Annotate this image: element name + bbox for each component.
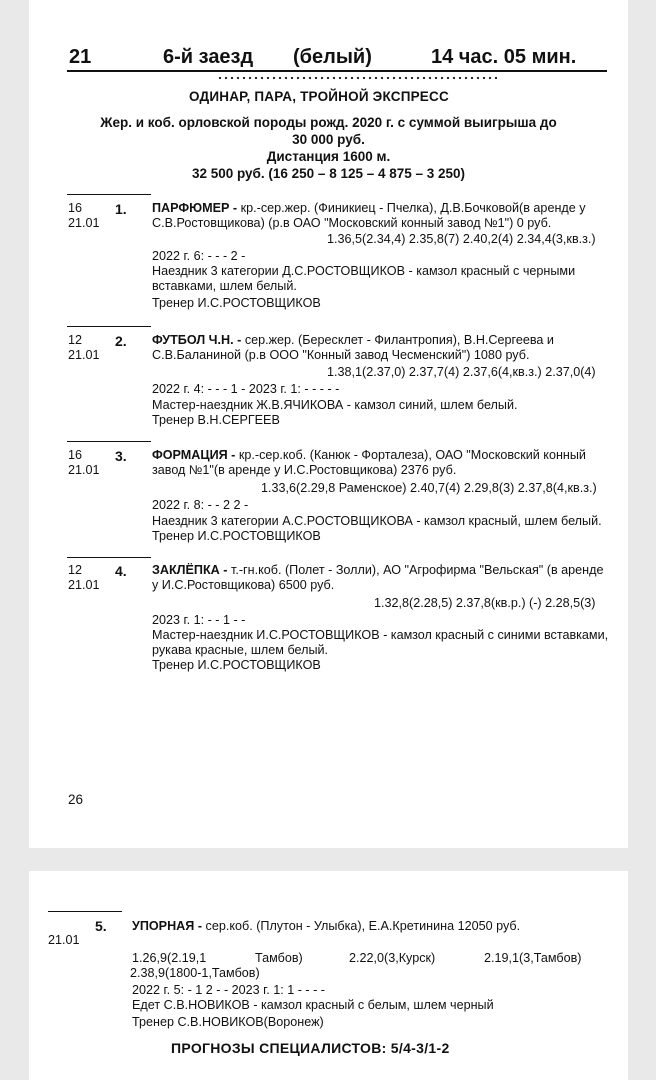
- entry-rule: [67, 326, 151, 327]
- trainer: Тренер В.Н.СЕРГЕЕВ: [152, 413, 280, 427]
- result-4: 2.38,9(1800-1,Тамбов): [130, 966, 260, 980]
- horse-name: ПАРФЮМЕР -: [152, 201, 238, 215]
- dotted-divider: [217, 76, 499, 80]
- driver-line1: Мастер-наездник Ж.В.ЯЧИКОВА - камзол синий, шлем белый.: [152, 398, 518, 412]
- race-title: 6-й заезд: [163, 46, 254, 68]
- driver-line2: рукава красные, шлем белый.: [152, 643, 329, 657]
- result-3: 2.19,1(3,Тамбов): [484, 951, 582, 965]
- experts-forecast: ПРОГНОЗЫ СПЕЦИАЛИСТОВ: 5/4-3/1-2: [171, 1040, 450, 1056]
- horse-number: 3.: [115, 448, 127, 464]
- horse-weight: 12: [68, 333, 83, 347]
- entry-rule: [67, 441, 151, 442]
- conditions-line2: 30 000 руб.: [292, 132, 365, 147]
- horse-name: ФУТБОЛ Ч.Н. -: [152, 333, 242, 347]
- program-page-26: [29, 0, 628, 848]
- trainer: Тренер С.В.НОВИКОВ(Воронеж): [132, 1015, 324, 1029]
- horse-name: ФОРМАЦИЯ -: [152, 448, 236, 462]
- horse-owner: С.В.Баланиной (р.в ООО "Конный завод Чесменский") 1080 руб.: [152, 348, 530, 362]
- horse-results: 1.33,6(2.29,8 Раменское) 2.40,7(4) 2.29,8(3) 2.37,8(4,кв.з.): [261, 481, 597, 495]
- program-page-continued: [29, 871, 628, 1080]
- horse-number: 5.: [95, 918, 107, 934]
- horse-date: 21.01: [68, 348, 100, 362]
- distance: Дистанция 1600 м.: [266, 149, 391, 164]
- race-time: 14 час. 05 мин.: [431, 46, 577, 68]
- horse-description: т.-гн.коб. (Полет - Золли), АО "Агрофирма "Вельская" (в аренде: [230, 563, 604, 577]
- race-number: 21: [69, 46, 92, 68]
- driver-line2: вставками, шлем белый.: [152, 279, 297, 293]
- horse-results: 1.38,1(2.37,0) 2.37,7(4) 2.37,6(4,кв.з.) 2.37,0(4): [327, 365, 596, 379]
- horse-line1: [152, 448, 586, 463]
- driver-line1: Едет С.В.НОВИКОВ - камзол красный с белым, шлем черный: [132, 998, 494, 1012]
- horse-results: 1.36,5(2.34,4) 2.35,8(7) 2.40,2(4) 2.34,4(3,кв.з.): [327, 232, 596, 246]
- horse-weight: 16: [68, 448, 83, 462]
- horse-date: 21.01: [68, 216, 100, 230]
- trainer: Тренер И.С.РОСТОВЩИКОВ: [152, 529, 321, 543]
- entry-rule: [67, 557, 151, 558]
- horse-weight: 16: [68, 201, 83, 215]
- horse-line1: [132, 919, 520, 934]
- trainer: Тренер И.С.РОСТОВЩИКОВ: [152, 658, 321, 672]
- driver-line1: Мастер-наездник И.С.РОСТОВЩИКОВ - камзол красный с синими вставками,: [152, 628, 609, 642]
- horse-date: 21.01: [68, 463, 100, 477]
- horse-results: 1.32,8(2.28,5) 2.37,8(кв.р.) (-) 2.28,5(3): [374, 596, 596, 610]
- horse-line1: [152, 201, 586, 216]
- bet-types: ОДИНАР, ПАРА, ТРОЙНОЙ ЭКСПРЕСС: [189, 89, 449, 104]
- horse-stats: 2022 г. 4: - - - 1 - 2023 г. 1: - - - - -: [152, 382, 340, 396]
- horse-name: ЗАКЛЁПКА -: [152, 563, 228, 577]
- prize-fund: 32 500 руб. (16 250 – 8 125 – 4 875 – 3 250): [191, 166, 466, 181]
- result-2: 2.22,0(3,Курск): [349, 951, 436, 965]
- horse-date: 21.01: [48, 933, 80, 947]
- horse-date: 21.01: [68, 578, 100, 592]
- entry-rule: [67, 194, 151, 195]
- driver-line1: Наездник 3 категории А.С.РОСТОВЩИКОВА - камзол красный, шлем белый.: [152, 514, 602, 528]
- horse-line1: [152, 333, 554, 348]
- driver-line1: Наездник 3 категории Д.С.РОСТОВЩИКОВ - камзол красный с черными: [152, 264, 576, 278]
- horse-line1: [152, 563, 603, 578]
- entry-rule: [48, 911, 122, 912]
- result-1a: 1.26,9(2.19,1: [132, 951, 207, 965]
- horse-owner: у И.С.Ростовщикова) 6500 руб.: [152, 578, 335, 592]
- horse-description: сер.жер. (Бересклет - Филантропия), В.Н.Сергеева и: [244, 333, 554, 347]
- conditions-line1: Жер. и коб. орловской породы рожд. 2020 г. с суммой выигрыша до: [100, 115, 557, 130]
- header-underline: [67, 70, 607, 72]
- horse-stats: 2022 г. 5: - 1 2 - - 2023 г. 1: 1 - - - -: [132, 983, 326, 997]
- horse-weight: 12: [68, 563, 83, 577]
- horse-stats: 2023 г. 1: - - 1 - -: [152, 613, 246, 627]
- horse-description: кр.-сер.жер. (Финикиец - Пчелка), Д.В.Бочковой(в аренде у: [240, 201, 586, 215]
- horse-description: кр.-сер.коб. (Канюк - Форталеза), ОАО "Московский конный: [238, 448, 586, 462]
- horse-owner: завод №1"(в аренде у И.С.Ростовщикова) 2376 руб.: [152, 463, 457, 477]
- trainer: Тренер И.С.РОСТОВЩИКОВ: [152, 296, 321, 310]
- result-1b: Тамбов): [255, 951, 303, 965]
- horse-stats: 2022 г. 8: - - 2 2 -: [152, 498, 249, 512]
- horse-stats: 2022 г. 6: - - - 2 -: [152, 249, 246, 263]
- horse-description: сер.коб. (Плутон - Улыбка), Е.А.Кретинина 12050 руб.: [205, 919, 521, 933]
- horse-number: 1.: [115, 201, 127, 217]
- horse-owner: С.В.Ростовщикова) (р.в ОАО "Московский конный завод №1") 0 руб.: [152, 216, 552, 230]
- race-color: (белый): [293, 46, 372, 68]
- page-number: 26: [68, 792, 84, 807]
- horse-number: 4.: [115, 563, 127, 579]
- horse-name: УПОРНАЯ -: [132, 919, 203, 933]
- horse-number: 2.: [115, 333, 127, 349]
